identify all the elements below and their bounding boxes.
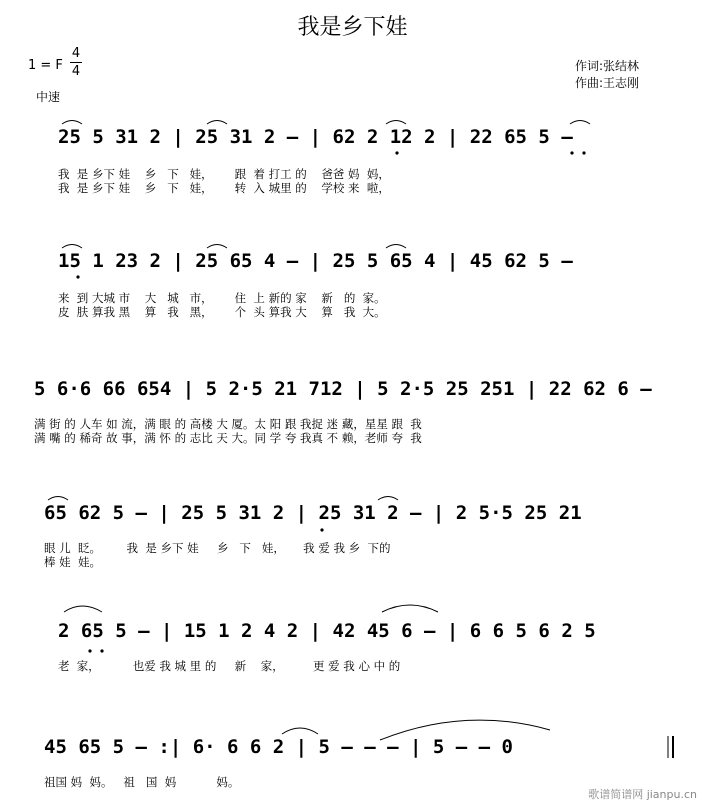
time-bottom: 4 [71,64,81,79]
slur [62,121,82,125]
lyric-line-1: 我 是 乡下 娃 乡 下 娃， 跟 着 打工 的 爸爸 妈 妈， [58,167,390,181]
slur [382,605,438,612]
slur [386,245,406,249]
lyric-line-2: 满 嘴 的 稀奇 故 事，满 怀 的 志比 天 大。同 学 夸 我真 不 赖，老师 夸 我 [34,431,422,445]
lyric-line-1: 来 到 大城 市 大 城 市， 住 上 新的 家 新 的 家。 [58,291,386,305]
tempo-marking: 中速 [36,90,61,104]
time-top: 4 [71,46,81,61]
slur [378,497,398,501]
lyric-line-1: 老 家， 也爱 我 城 里 的 新 家， 更 爱 我 心 中 的 [58,659,401,673]
notes-line: 15 1 23 2 | 25 65 4 – | 25 5 65 4 | 45 62 5 – [58,250,573,272]
slur [386,121,406,125]
slur [64,606,102,612]
lyric-line-2: 棒 娃 娃。 [44,555,101,569]
notes-line: 25 5 31 2 | 25 31 2 – | 62 2 12 2 | 22 65 5 – [58,126,573,148]
slur [207,245,227,249]
slur [282,728,318,734]
slur [62,245,82,249]
slur [380,720,550,740]
notes-line: 5 6·6 66 654 | 5 2·5 21 712 | 5 2·5 25 251 | 22 62 6 – [34,378,652,400]
key-signature: 1 = F [28,58,63,73]
site-watermark: 歌谱简谱网 jianpu.cn [588,788,697,801]
lyricist-credit: 作词:张结林 [575,59,640,73]
slur [570,121,590,125]
composer-credit: 作曲:王志刚 [575,76,640,90]
notes-line: 2 65 5 – | 15 1 2 4 2 | 42 45 6 – | 6 6 5 6 2 5 [58,620,596,642]
lyric-line-2: 我 是 乡下 娃 乡 下 娃， 转 入 城里 的 学校 来 啦， [58,181,390,195]
lyric-line-1: 满 街 的 人车 如 流，满 眼 的 高楼 大 厦。太 阳 跟 我捉 迷 藏，星星 跟 我 [34,417,422,431]
notes-line: 45 65 5 – :| 6· 6 6 2 | 5 – – – | 5 – – 0 [44,736,513,758]
lyric-line-1: 祖国 妈 妈。 祖 国 妈 妈。 [44,775,240,789]
slur [207,121,227,125]
notes-line: 65 62 5 – | 25 5 31 2 | 25 31 2 – | 2 5·5 25 21 [44,502,582,524]
song-title: 我是乡下娃 [297,15,408,40]
lyric-line-2: 皮 肤 算我 黑 算 我 黑， 个 头 算我 大 算 我 大。 [58,305,386,319]
slur [48,497,68,501]
lyric-line-1: 眼 儿 眨。 我 是 乡下 娃 乡 下 娃， 我 爱 我 乡 下的 [44,541,391,555]
